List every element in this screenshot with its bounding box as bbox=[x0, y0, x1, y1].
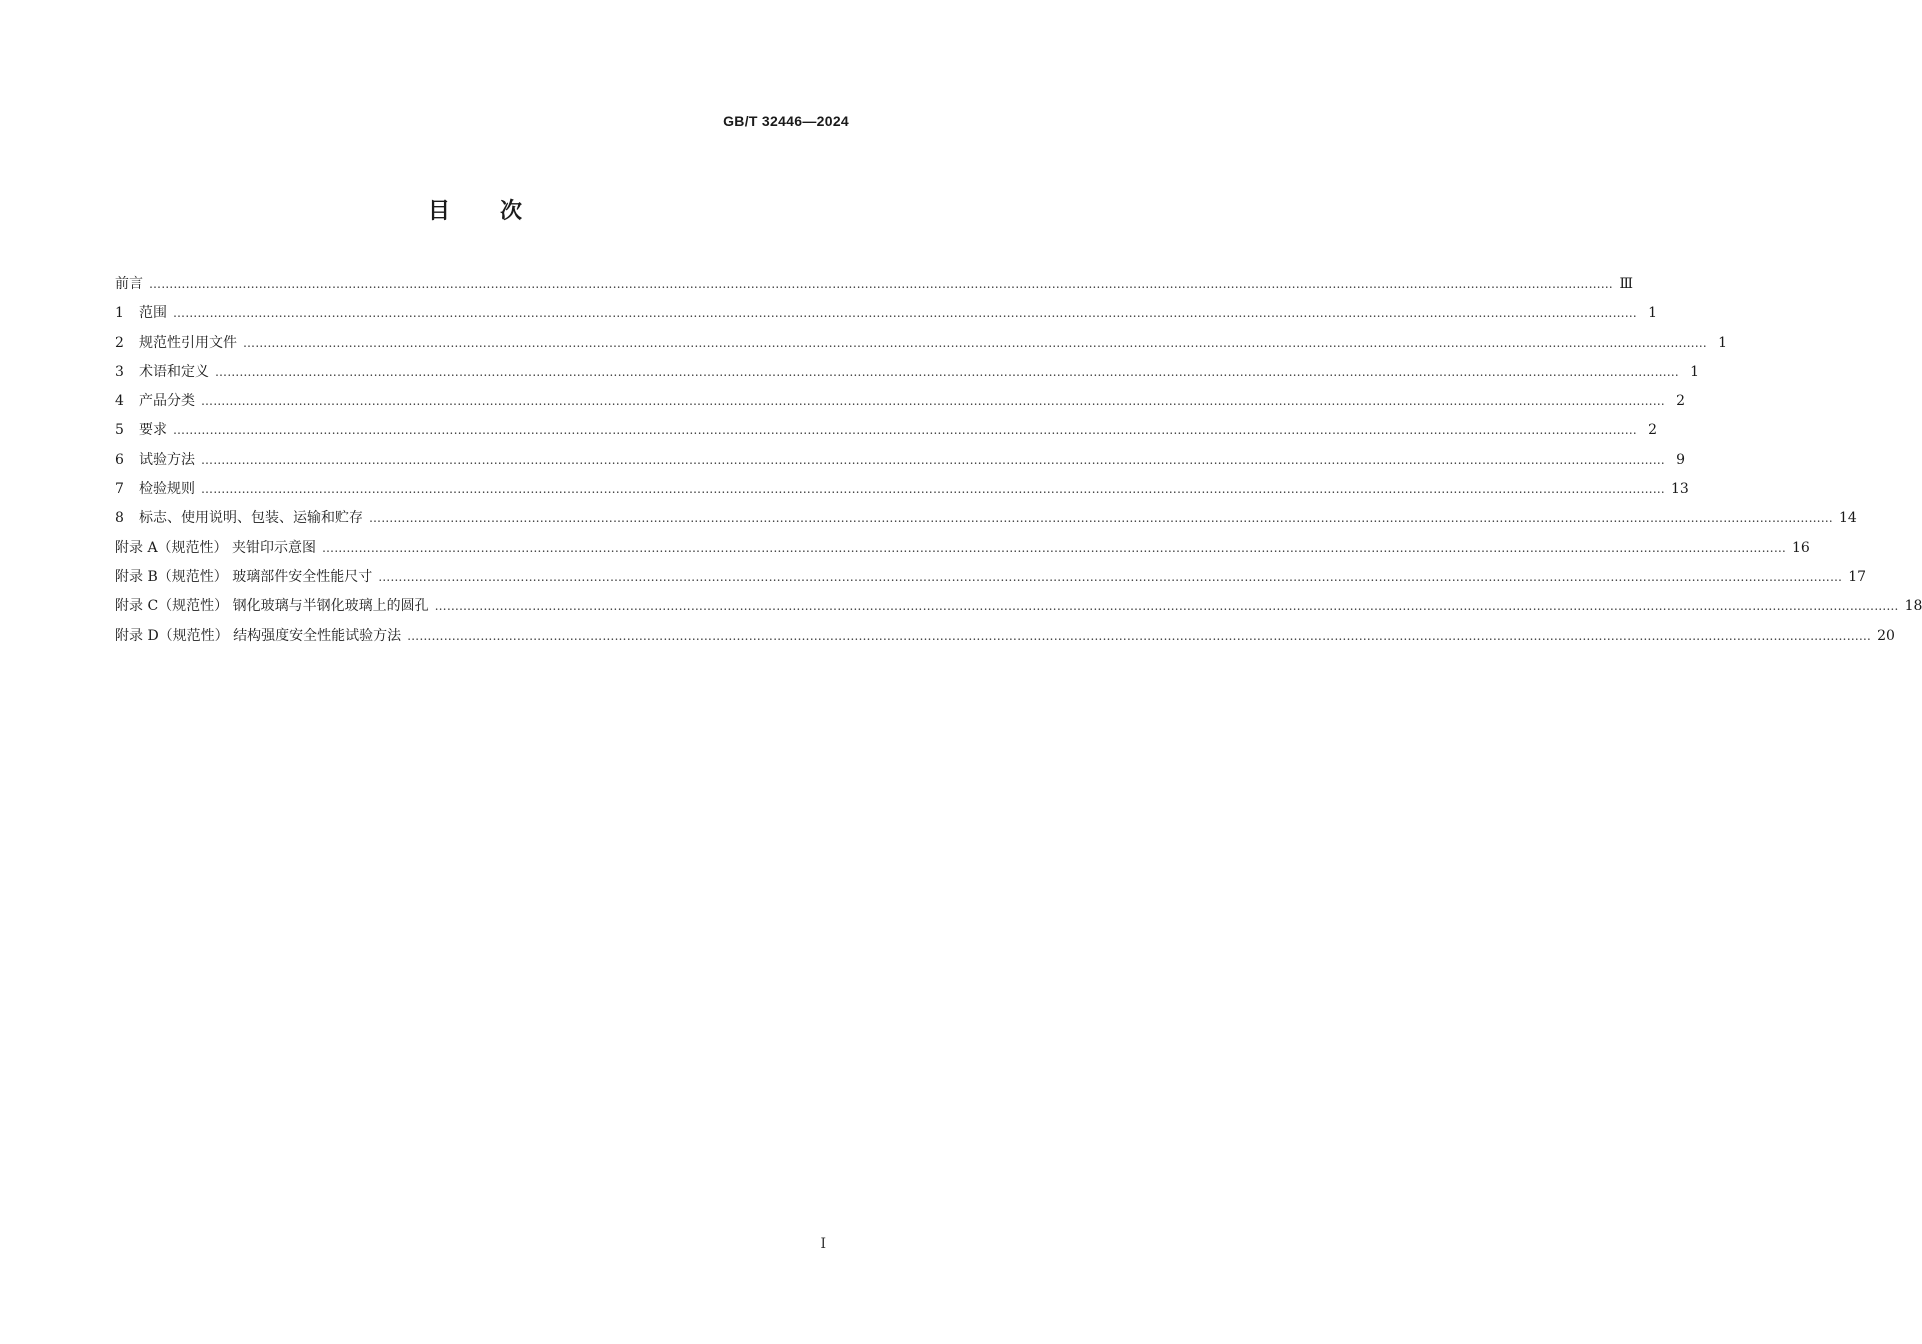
toc-entry[interactable] bbox=[115, 504, 1857, 533]
toc-dot-leader: ……………………………………………………………………………………………………………………………………………………………………………………………………………………………………………………………………………………………………………………………… bbox=[173, 423, 1637, 438]
toc-dot-leader: ……………………………………………………………………………………………………………………………………………………………………………………………………………………………………………………………………………………………………………………………… bbox=[434, 599, 1899, 614]
toc-entry[interactable] bbox=[115, 358, 1699, 387]
toc-entry-page: 17 bbox=[1848, 568, 1867, 585]
toc-entry-label: 附录 A（规范性） 夹钳印示意图 bbox=[115, 539, 317, 556]
toc-entry-number: 7 bbox=[115, 481, 124, 498]
toc-entry-page: 20 bbox=[1877, 627, 1895, 644]
toc-dot-leader: ……………………………………………………………………………………………………………………………………………………………………………………………………………………………………………………………………………………………………………………………… bbox=[149, 277, 1613, 291]
toc-entry[interactable] bbox=[115, 387, 1685, 416]
toc-dot-leader: ……………………………………………………………………………………………………………………………………………………………………………………………………………………………………………………………………………………………………………………………… bbox=[201, 482, 1665, 497]
toc-entry-label: 产品分类 bbox=[139, 393, 195, 410]
toc-entry-page: 1 bbox=[1648, 305, 1657, 322]
toc-dot-leader: ……………………………………………………………………………………………………………………………………………………………………………………………………………………………………………………………………………………………………………………………… bbox=[407, 628, 1872, 643]
toc-entry-page: 9 bbox=[1676, 451, 1685, 468]
page-title: 目次 bbox=[427, 199, 572, 224]
toc-entry-number: 4 bbox=[115, 393, 124, 410]
toc-dot-leader: ……………………………………………………………………………………………………………………………………………………………………………………………………………………………………………………………………………………………………………………………… bbox=[201, 452, 1665, 467]
toc-entry-page: 16 bbox=[1792, 539, 1810, 556]
toc-entry-page: 1 bbox=[1718, 334, 1727, 351]
toc-entry[interactable] bbox=[115, 299, 1657, 328]
toc-entry[interactable] bbox=[115, 270, 1633, 299]
toc-entry-number: 6 bbox=[115, 451, 124, 468]
toc-entry-label: 附录 C（规范性） 钢化玻璃与半钢化玻璃上的圆孔 bbox=[115, 598, 429, 615]
toc-entry[interactable] bbox=[115, 622, 1895, 651]
toc-dot-leader: ……………………………………………………………………………………………………………………………………………………………………………………………………………………………………………………………………………………………………………………………… bbox=[201, 394, 1665, 409]
toc-entry-label: 标志、使用说明、包装、运输和贮存 bbox=[139, 510, 363, 527]
toc-entry-number: 8 bbox=[115, 510, 124, 527]
toc-dot-leader: ……………………………………………………………………………………………………………………………………………………………………………………………………………………………………………………………………………………………………………………………… bbox=[243, 335, 1707, 350]
toc-entry-label: 术语和定义 bbox=[139, 363, 209, 380]
standard-number: GB/T 32446—2024 bbox=[723, 113, 849, 129]
toc-dot-leader: ……………………………………………………………………………………………………………………………………………………………………………………………………………………………………………………………………………………………………………………………… bbox=[322, 540, 1787, 555]
table-of-contents bbox=[115, 270, 1922, 651]
toc-entry-page: 1 bbox=[1690, 363, 1699, 380]
toc-entry-number: 5 bbox=[115, 422, 124, 439]
toc-entry[interactable] bbox=[115, 446, 1685, 475]
toc-entry-label: 范围 bbox=[139, 305, 167, 322]
toc-dot-leader: ……………………………………………………………………………………………………………………………………………………………………………………………………………………………………………………………………………………………………………………………… bbox=[378, 569, 1843, 584]
toc-entry-label: 前言 bbox=[115, 276, 143, 292]
toc-dot-leader: ……………………………………………………………………………………………………………………………………………………………………………………………………………………………………………………………………………………………………………………………… bbox=[173, 306, 1637, 321]
toc-entry-label: 附录 D（规范性） 结构强度安全性能试验方法 bbox=[115, 627, 402, 644]
toc-entry-label: 试验方法 bbox=[139, 451, 195, 468]
toc-entry-number: 1 bbox=[115, 305, 124, 322]
toc-entry-page: 13 bbox=[1671, 481, 1689, 498]
toc-dot-leader: ……………………………………………………………………………………………………………………………………………………………………………………………………………………………………………………………………………………………………………………………… bbox=[369, 511, 1833, 526]
page-number: I bbox=[820, 1236, 826, 1252]
toc-entry[interactable] bbox=[115, 592, 1922, 621]
toc-entry-page: Ⅲ bbox=[1619, 276, 1633, 292]
toc-entry-number: 2 bbox=[115, 334, 124, 351]
toc-entry-page: 2 bbox=[1676, 393, 1685, 410]
toc-entry-label: 规范性引用文件 bbox=[139, 334, 237, 351]
toc-entry[interactable] bbox=[115, 475, 1689, 504]
toc-entry[interactable] bbox=[115, 416, 1657, 445]
toc-dot-leader: ……………………………………………………………………………………………………………………………………………………………………………………………………………………………………………………………………………………………………………………………… bbox=[215, 364, 1679, 379]
toc-entry-label: 检验规则 bbox=[139, 481, 195, 498]
toc-entry-page: 14 bbox=[1839, 510, 1857, 527]
toc-entry-page: 2 bbox=[1648, 422, 1657, 439]
toc-entry-number: 3 bbox=[115, 363, 124, 380]
toc-entry-page: 18 bbox=[1904, 598, 1922, 615]
toc-entry[interactable] bbox=[115, 534, 1810, 563]
toc-entry[interactable] bbox=[115, 563, 1867, 592]
toc-entry-label: 附录 B（规范性） 玻璃部件安全性能尺寸 bbox=[115, 568, 373, 585]
toc-entry-label: 要求 bbox=[139, 422, 167, 439]
toc-entry[interactable] bbox=[115, 329, 1727, 358]
